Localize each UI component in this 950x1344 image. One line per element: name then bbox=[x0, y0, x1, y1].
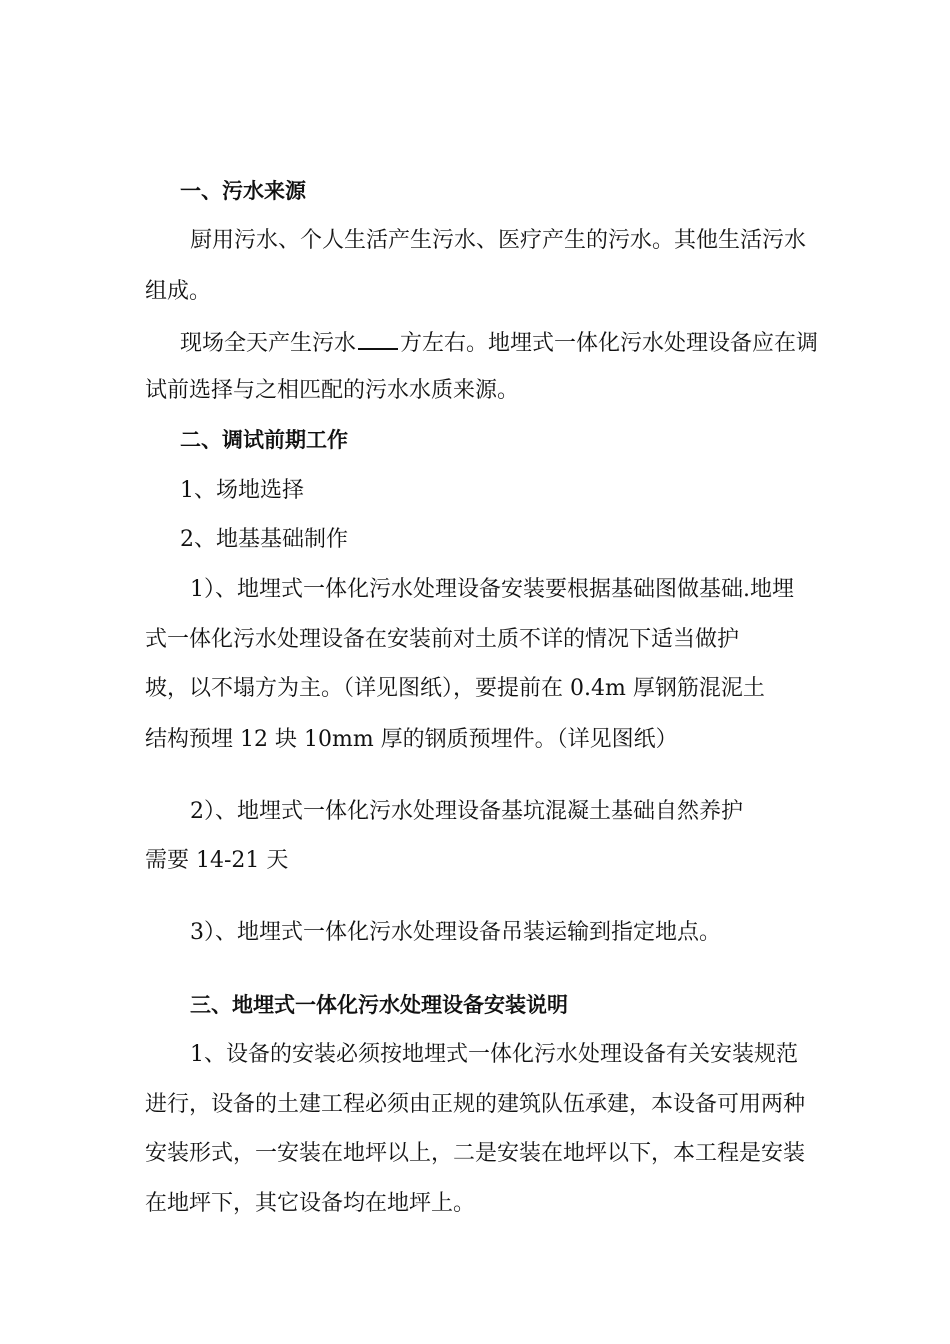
section-heading-installation-notes: 三、地埋式一体化污水处理设备安装说明 bbox=[190, 993, 568, 1017]
paragraph-line bbox=[180, 326, 818, 359]
paragraph-line: 在地坪下，其它设备均在地坪上。 bbox=[145, 1191, 476, 1216]
paragraph-line: 1）、地埋式一体化污水处理设备安装要根据基础图做基础.地埋 bbox=[190, 577, 794, 602]
paragraph-line: 试前选择与之相匹配的污水水质来源。 bbox=[145, 378, 520, 403]
paragraph-line: 2）、地埋式一体化污水处理设备基坑混凝土基础自然养护 bbox=[190, 799, 743, 824]
paragraph-line: 式一体化污水处理设备在安装前对土质不详的情况下适当做护 bbox=[145, 627, 740, 652]
paragraph-line: 厨用污水、个人生活产生污水、医疗产生的污水。其他生活污水 bbox=[190, 228, 807, 253]
list-item: 2、地基基础制作 bbox=[180, 527, 348, 552]
paragraph-line: 组成。 bbox=[145, 279, 212, 304]
section-heading-pre-commissioning: 二、调试前期工作 bbox=[180, 428, 348, 452]
section-heading-sewage-source: 一、污水来源 bbox=[180, 179, 306, 203]
paragraph-text: 方左右。地埋式一体化污水处理设备应在调 bbox=[400, 331, 819, 356]
paragraph-text: 现场全天产生污水 bbox=[180, 331, 357, 356]
paragraph-line: 3）、地埋式一体化污水处理设备吊装运输到指定地点。 bbox=[190, 920, 721, 945]
paragraph-line: 坡，以不塌方为主。（详见图纸），要提前在 0.4m 厚钢筋混泥土 bbox=[145, 676, 765, 701]
paragraph-line: 1、设备的安装必须按地埋式一体化污水处理设备有关安装规范 bbox=[190, 1042, 798, 1067]
paragraph-line: 进行，设备的土建工程必须由正规的建筑队伍承建，本设备可用两种 bbox=[145, 1092, 806, 1117]
paragraph-line: 需要 14-21 天 bbox=[145, 848, 289, 873]
paragraph-line: 安装形式，一安装在地坪以上，二是安装在地坪以下，本工程是安装 bbox=[145, 1141, 806, 1166]
paragraph-line: 结构预埋 12 块 10mm 厚的钢质预埋件。（详见图纸） bbox=[145, 727, 678, 752]
fill-in-blank bbox=[358, 326, 398, 350]
list-item: 1、场地选择 bbox=[180, 478, 304, 503]
